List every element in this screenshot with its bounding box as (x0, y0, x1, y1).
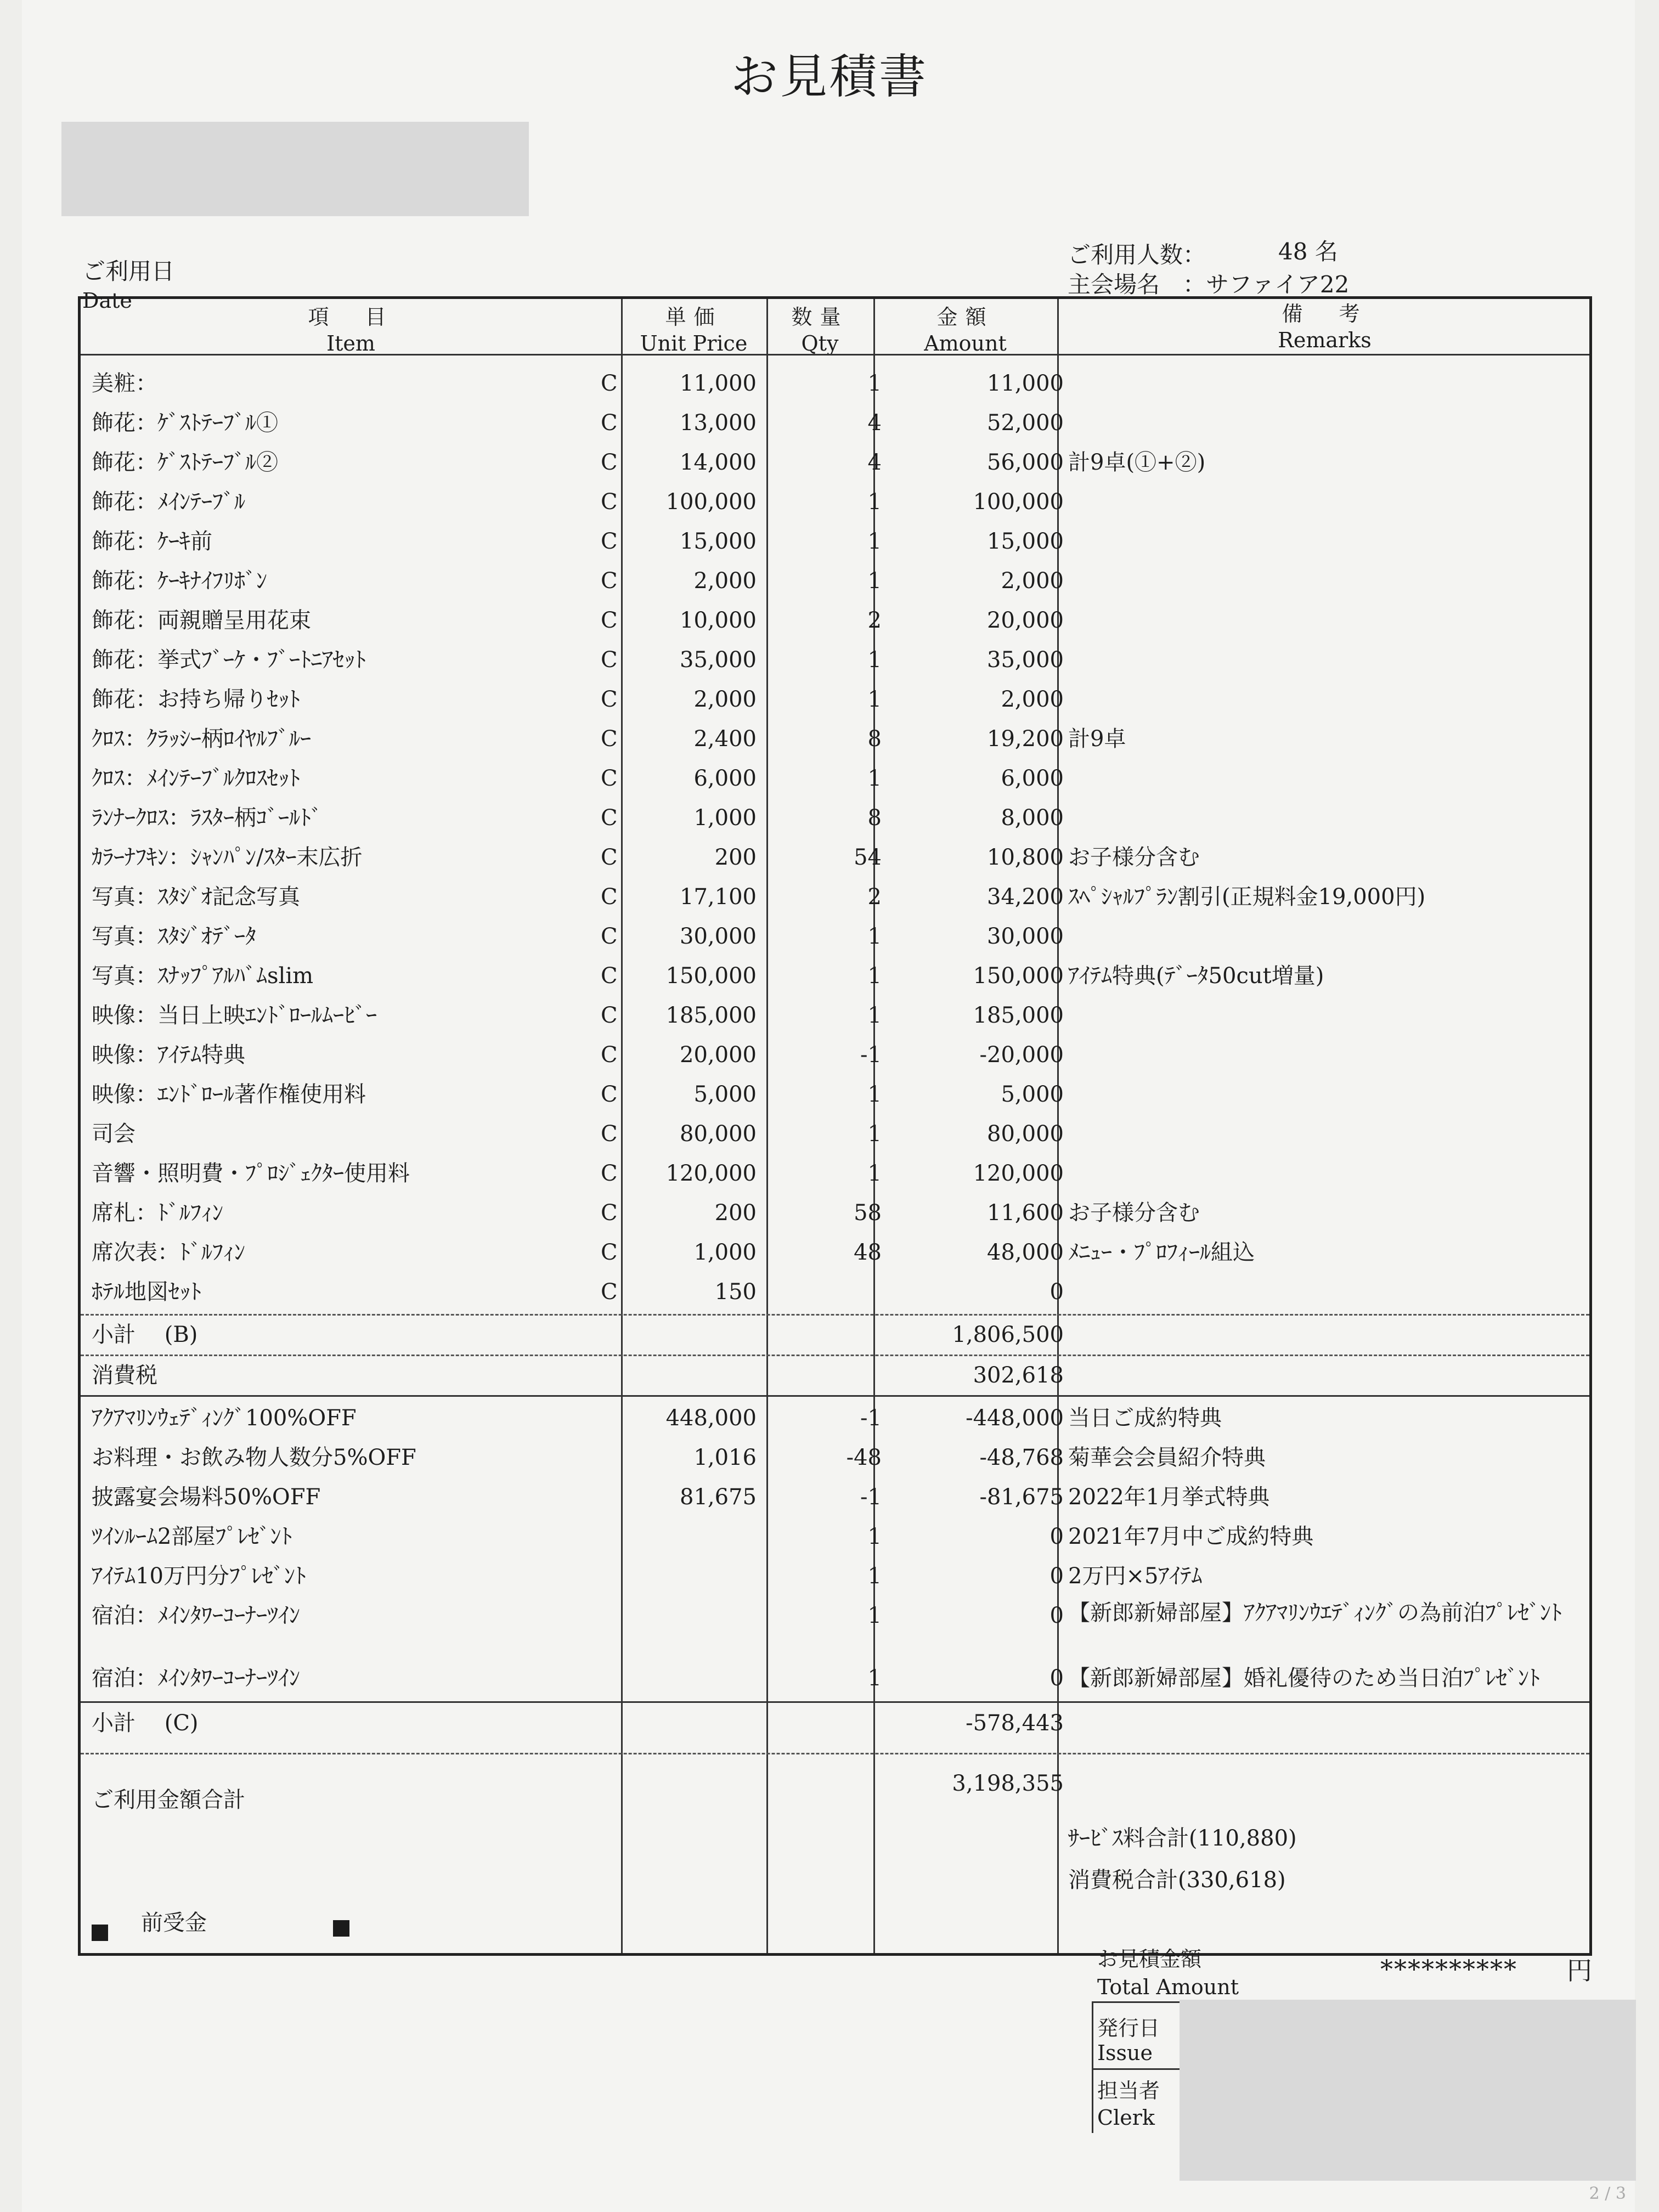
table-row (81, 1035, 1589, 1075)
item-code: C (601, 371, 618, 396)
issue-label-en: Issue (1097, 2041, 1153, 2065)
table-row (81, 680, 1589, 719)
service-charge-note-row (81, 1819, 1589, 1858)
table-row (81, 719, 1589, 759)
discount-row (81, 1438, 1589, 1477)
subtotal-c-row (81, 1703, 1589, 1743)
item-code: C (601, 608, 618, 633)
amount: 2,000 (1001, 687, 1064, 712)
table-row (81, 403, 1589, 443)
remarks: ﾒﾆｭｰ・ﾌﾟﾛﾌｨｰﾙ組込 (1068, 1240, 1255, 1265)
item-name: ｸﾛｽ：ﾒｲﾝﾃｰﾌﾞﾙｸﾛｽｾｯﾄ (92, 766, 300, 791)
subtotal-b-label: 小計 (B) (92, 1322, 198, 1347)
amount: 30,000 (987, 924, 1064, 949)
amount: -20,000 (979, 1042, 1064, 1068)
unit-price: 81,675 (680, 1485, 757, 1510)
table-row (81, 759, 1589, 798)
amount: 120,000 (973, 1161, 1064, 1186)
advance-row (81, 1903, 1589, 1943)
item-code: C (601, 726, 618, 752)
amount: 0 (1049, 1279, 1064, 1305)
quantity: 1 (867, 371, 882, 396)
advance-marker (92, 1914, 108, 1954)
quantity: 1 (867, 529, 882, 554)
item-name: ｶﾗｰﾅﾌｷﾝ：ｼｬﾝﾊﾟﾝ/ｽﾀｰ末広折 (92, 845, 363, 870)
item-code: C (601, 845, 618, 870)
unit-price: 17,100 (680, 884, 757, 910)
amount: 19,200 (987, 726, 1064, 752)
quantity: -1 (860, 1042, 882, 1068)
unit-price: 2,400 (693, 726, 757, 752)
amount: 0 (1049, 1666, 1064, 1691)
item-name: 披露宴会場料50%OFF (92, 1485, 321, 1510)
amount: 0 (1049, 1524, 1064, 1549)
remarks: お子様分含む (1068, 1200, 1200, 1226)
item-code: C (601, 450, 618, 475)
quantity: 1 (867, 1524, 882, 1549)
item-name: 飾花：ｹｰｷﾅｲﾌﾘﾎﾞﾝ (92, 568, 267, 594)
header-amount: 金額 Amount (924, 305, 1007, 356)
clerk-label-jp: 担当者 (1097, 2079, 1160, 2103)
item-name: 写真：ｽﾅｯﾌﾟｱﾙﾊﾞﾑslim (92, 963, 314, 989)
quantity: 1 (867, 1161, 882, 1186)
discount-row (81, 1596, 1589, 1656)
amount: 52,000 (987, 410, 1064, 436)
footer-left-border (1092, 2001, 1093, 2133)
discount-row (81, 1398, 1589, 1438)
unit-price: 15,000 (680, 529, 757, 554)
amount: 56,000 (987, 450, 1064, 475)
item-code: C (601, 568, 618, 594)
item-code: C (601, 1042, 618, 1068)
amount: 35,000 (987, 647, 1064, 673)
table-row (81, 522, 1589, 561)
item-code: C (601, 687, 618, 712)
amount: 2,000 (1001, 568, 1064, 594)
quantity: 4 (867, 450, 882, 475)
remarks: 【新郎新婦部屋】婚礼優待のため当日泊ﾌﾟﾚｾﾞﾝﾄ (1068, 1666, 1540, 1691)
amount: 11,000 (987, 371, 1064, 396)
remarks: 【新郎新婦部屋】ｱｸｱﾏﾘﾝｳｴﾃﾞｨﾝｸﾞの為前泊ﾌﾟﾚｾﾞﾝﾄ (1068, 1600, 1562, 1626)
amount: -48,768 (979, 1445, 1064, 1470)
amount: 48,000 (987, 1240, 1064, 1265)
item-code: C (601, 1161, 618, 1186)
table-row (81, 996, 1589, 1035)
header-unit-price: 単価 Unit Price (640, 305, 748, 356)
quantity: 1 (867, 1666, 882, 1691)
item-name: ｱｲﾃﾑ10万円分ﾌﾟﾚｾﾞﾝﾄ (92, 1564, 306, 1589)
item-code: C (601, 1121, 618, 1147)
item-code: C (601, 884, 618, 910)
discount-row (81, 1658, 1589, 1698)
item-code: C (601, 963, 618, 989)
unit-price: 185,000 (665, 1003, 757, 1028)
grand-total-amount: 3,198,355 (952, 1771, 1064, 1796)
item-code: C (601, 766, 618, 791)
page-number: 2 / 3 (1589, 2184, 1626, 2203)
item-code: C (601, 1279, 618, 1305)
remarks: 菊華会会員紹介特典 (1068, 1445, 1266, 1470)
item-name: お料理・お飲み物人数分5%OFF (92, 1445, 416, 1470)
item-code: C (601, 1200, 618, 1226)
table-row (81, 1114, 1589, 1154)
grand-total-label: ご利用金額合計 (92, 1787, 245, 1813)
item-name: 飾花：挙式ﾌﾞｰｹ・ﾌﾞｰﾄﾆｱｾｯﾄ (92, 647, 366, 673)
item-name: 映像：当日上映ｴﾝﾄﾞﾛｰﾙﾑｰﾋﾞｰ (92, 1003, 377, 1028)
remarks: ｱｲﾃﾑ特典(ﾃﾞｰﾀ50cut増量) (1068, 963, 1324, 989)
amount: 11,600 (987, 1200, 1064, 1226)
unit-price: 6,000 (693, 766, 757, 791)
item-code: C (601, 410, 618, 436)
estimate-table (78, 296, 1592, 1956)
clerk-label-en: Clerk (1097, 2106, 1155, 2130)
subtotal-c-amount: -578,443 (966, 1711, 1064, 1736)
quantity: 1 (867, 1564, 882, 1589)
quantity: 1 (867, 963, 882, 989)
quantity: 2 (867, 608, 882, 633)
subtotal-c-label: 小計 (C) (92, 1711, 199, 1736)
remarks: お子様分含む (1068, 845, 1200, 870)
guests-label: ご利用人数： (1068, 241, 1206, 268)
grand-total-row (81, 1771, 1589, 1820)
table-row (81, 1193, 1589, 1233)
service-charge-note: ｻｰﾋﾞｽ料合計(110,880) (1068, 1826, 1297, 1851)
table-row (81, 561, 1589, 601)
quantity: 1 (867, 1603, 882, 1628)
redacted-customer-name (61, 122, 529, 216)
amount: 6,000 (1001, 766, 1064, 791)
unit-price: 14,000 (680, 450, 757, 475)
quantity: 1 (867, 687, 882, 712)
item-name: 音響・照明費・ﾌﾟﾛｼﾞｪｸﾀｰ使用料 (92, 1161, 410, 1186)
issue-label-jp: 発行日 (1097, 2016, 1160, 2040)
table-row (81, 838, 1589, 877)
item-name: 飾花：ｹﾞｽﾄﾃｰﾌﾞﾙ② (92, 450, 278, 475)
item-name: 司会 (92, 1121, 136, 1147)
row-divider (81, 1753, 1589, 1754)
unit-price: 448,000 (665, 1406, 757, 1431)
tax-row (81, 1356, 1589, 1395)
amount: 10,800 (987, 845, 1064, 870)
quantity: -1 (860, 1485, 882, 1510)
unit-price: 1,016 (693, 1445, 757, 1470)
unit-price: 1,000 (693, 805, 757, 831)
usage-date-label: ご利用日 (82, 258, 175, 285)
table-row (81, 482, 1589, 522)
quantity: 1 (867, 489, 882, 515)
quantity: 8 (867, 726, 882, 752)
remarks: 2万円×5ｱｲﾃﾑ (1068, 1564, 1203, 1589)
item-code: C (601, 529, 618, 554)
item-name: 写真：ｽﾀｼﾞｵﾃﾞｰﾀ (92, 924, 256, 949)
amount: 8,000 (1001, 805, 1064, 831)
remarks: 計9卓(①+②) (1068, 450, 1206, 475)
item-name: 映像：ｱｲﾃﾑ特典 (92, 1042, 245, 1068)
item-code: C (601, 1240, 618, 1265)
item-name: 席札：ﾄﾞﾙﾌｨﾝ (92, 1200, 223, 1226)
item-code: C (601, 489, 618, 515)
remarks: 2022年1月挙式特典 (1068, 1485, 1270, 1510)
amount: 80,000 (987, 1121, 1064, 1147)
header-rule (81, 354, 1589, 356)
quantity: 1 (867, 1003, 882, 1028)
yen-label: 円 (1567, 1956, 1593, 1985)
square-marker-icon (92, 1925, 108, 1941)
quantity: 1 (867, 647, 882, 673)
tax-total-note: 消費税合計(330,618) (1068, 1867, 1286, 1893)
item-name: 席次表：ﾄﾞﾙﾌｨﾝ (92, 1240, 245, 1265)
item-code: C (601, 924, 618, 949)
unit-price: 2,000 (693, 687, 757, 712)
quantity: -1 (860, 1406, 882, 1431)
table-row (81, 1154, 1589, 1193)
unit-price: 2,000 (693, 568, 757, 594)
venue-label: 主会場名 ：サファイア22 (1068, 271, 1350, 298)
unit-price: 200 (714, 1200, 757, 1226)
item-name: 飾花：ｹﾞｽﾄﾃｰﾌﾞﾙ① (92, 410, 278, 436)
table-row (81, 364, 1589, 403)
amount: 15,000 (987, 529, 1064, 554)
item-name: ﾗﾝﾅｰｸﾛｽ：ﾗｽﾀｰ柄ｺﾞｰﾙﾄﾞ (92, 805, 322, 831)
table-row (81, 798, 1589, 838)
unit-price: 10,000 (680, 608, 757, 633)
quantity: 1 (867, 766, 882, 791)
unit-price: 35,000 (680, 647, 757, 673)
header-item: 項 目 Item (308, 305, 394, 356)
square-marker-icon (333, 1920, 349, 1937)
amount: 34,200 (987, 884, 1064, 910)
guests-value: 48 名 (1278, 238, 1338, 265)
item-name: 飾花：ﾒｲﾝﾃｰﾌﾞﾙ (92, 489, 245, 515)
remarks: 2021年7月中ご成約特典 (1068, 1524, 1314, 1549)
item-name: 写真：ｽﾀｼﾞｵ記念写真 (92, 884, 300, 910)
table-row (81, 443, 1589, 482)
date-label: Date (82, 289, 132, 313)
remarks: 当日ご成約特典 (1068, 1406, 1222, 1431)
amount: 20,000 (987, 608, 1064, 633)
header-remarks: 備 考 Remarks (1278, 302, 1372, 352)
tax-total-note-row (81, 1860, 1589, 1900)
unit-price: 150,000 (665, 963, 757, 989)
table-row (81, 601, 1589, 640)
total-amount-label-jp: お見積金額 (1097, 1947, 1202, 1971)
total-amount-value: ********** (1380, 1954, 1517, 1984)
amount: 185,000 (973, 1003, 1064, 1028)
quantity: -48 (846, 1445, 882, 1470)
unit-price: 30,000 (680, 924, 757, 949)
table-row (81, 877, 1589, 917)
amount: 100,000 (973, 489, 1064, 515)
quantity: 1 (867, 924, 882, 949)
quantity: 1 (867, 568, 882, 594)
unit-price: 200 (714, 845, 757, 870)
amount: 0 (1049, 1603, 1064, 1628)
amount: -81,675 (979, 1485, 1064, 1510)
document-title: お見積書 (731, 49, 928, 104)
item-name: 飾花：ｹｰｷ前 (92, 529, 212, 554)
table-row (81, 640, 1589, 680)
item-code: C (601, 805, 618, 831)
table-row (81, 1075, 1589, 1114)
unit-price: 150 (714, 1279, 757, 1305)
table-row (81, 917, 1589, 956)
unit-price: 20,000 (680, 1042, 757, 1068)
item-name: 宿泊：ﾒｲﾝﾀﾜｰｺｰﾅｰﾂｲﾝ (92, 1603, 300, 1628)
total-amount-label-en: Total Amount (1097, 1975, 1239, 1999)
quantity: 1 (867, 1082, 882, 1107)
item-code: C (601, 647, 618, 673)
remarks: ｽﾍﾟｼｬﾙﾌﾟﾗﾝ割引(正規料金19,000円) (1068, 884, 1426, 910)
unit-price: 5,000 (693, 1082, 757, 1107)
item-name: 映像：ｴﾝﾄﾞﾛｰﾙ著作権使用料 (92, 1082, 366, 1107)
item-name: ｸﾛｽ：ｸﾗｯｼｰ柄ﾛｲﾔﾙﾌﾞﾙｰ (92, 726, 311, 752)
quantity: 4 (867, 410, 882, 436)
row-divider (81, 1701, 1589, 1703)
item-name: ﾎﾃﾙ地図ｾｯﾄ (92, 1279, 201, 1305)
quantity: 58 (854, 1200, 882, 1226)
unit-price: 11,000 (680, 371, 757, 396)
subtotal-b-row (81, 1315, 1589, 1355)
item-name: ｱｸｱﾏﾘﾝｳｪﾃﾞｨﾝｸﾞ100%OFF (92, 1406, 357, 1431)
quantity: 2 (867, 884, 882, 910)
item-name: ﾂｲﾝﾙｰﾑ2部屋ﾌﾟﾚｾﾞﾝﾄ (92, 1524, 292, 1549)
item-name: 飾花：お持ち帰りｾｯﾄ (92, 687, 300, 712)
quantity: 54 (854, 845, 882, 870)
table-row (81, 1272, 1589, 1312)
unit-price: 80,000 (680, 1121, 757, 1147)
quantity: 8 (867, 805, 882, 831)
discount-row (81, 1517, 1589, 1556)
advance-marker-end (333, 1910, 349, 1949)
item-name: 宿泊：ﾒｲﾝﾀﾜｰｺｰﾅｰﾂｲﾝ (92, 1666, 300, 1691)
amount: -448,000 (966, 1406, 1064, 1431)
item-name: 飾花：両親贈呈用花束 (92, 608, 311, 633)
table-row (81, 1233, 1589, 1272)
unit-price: 13,000 (680, 410, 757, 436)
item-code: C (601, 1003, 618, 1028)
item-code: C (601, 1082, 618, 1107)
unit-price: 120,000 (665, 1161, 757, 1186)
amount: 150,000 (973, 963, 1064, 989)
discount-row (81, 1556, 1589, 1596)
item-name: 美粧： (92, 371, 157, 396)
advance-label: 前受金 (141, 1910, 207, 1936)
row-divider (81, 1395, 1589, 1397)
table-row (81, 956, 1589, 996)
amount: 0 (1049, 1564, 1064, 1589)
unit-price: 100,000 (665, 489, 757, 515)
quantity: 48 (854, 1240, 882, 1265)
redacted-issue-clerk (1180, 2000, 1636, 2181)
tax-amount: 302,618 (973, 1363, 1064, 1388)
subtotal-b-amount: 1,806,500 (952, 1322, 1064, 1347)
remarks: 計9卓 (1068, 726, 1126, 752)
header-qty: 数量 Qty (791, 305, 849, 356)
amount: 5,000 (1001, 1082, 1064, 1107)
tax-label: 消費税 (92, 1363, 157, 1388)
quantity: 1 (867, 1121, 882, 1147)
discount-row (81, 1477, 1589, 1517)
unit-price: 1,000 (693, 1240, 757, 1265)
